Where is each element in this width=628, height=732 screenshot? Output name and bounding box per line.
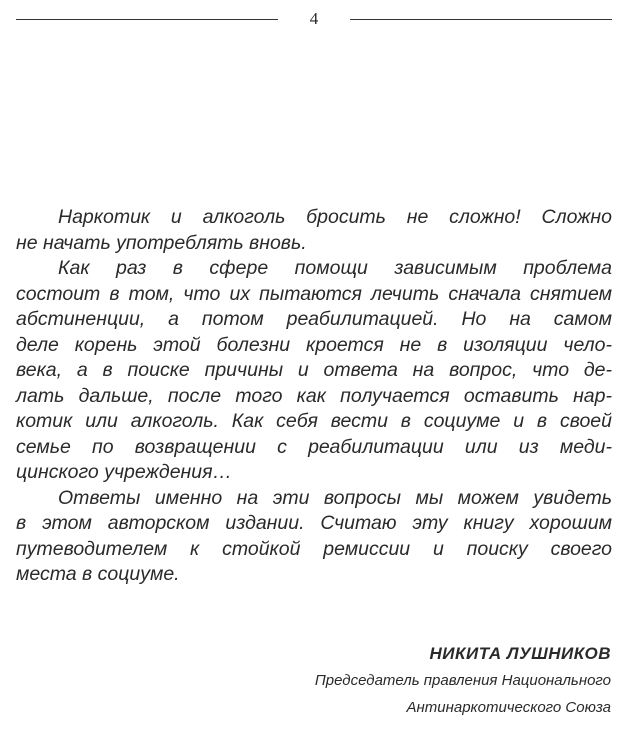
text-line: в этом авторском издании. Считаю эту книгу хорошим	[16, 512, 612, 534]
page-header	[16, 8, 612, 32]
page-number: 4	[309, 9, 319, 28]
text-line: лать дальше, после того как получается оставить нар-	[16, 384, 612, 407]
header-rule-left	[16, 19, 278, 20]
text-line: Как раз в сфере помощи зависимым проблема	[58, 257, 612, 279]
text-line: цинского учреждения…	[16, 461, 233, 483]
author-name: НИКИТА ЛУШНИКОВ	[429, 644, 611, 663]
text-line: абстиненции, а потом реабилитацией. Но на самом	[16, 308, 612, 330]
author-role-line: Председатель правления Национального	[314, 672, 611, 689]
text-line: Ответы именно на эти вопросы мы можем увидеть	[58, 486, 612, 509]
text-line: состоит в том, что их пытаются лечить сначала снятием	[16, 282, 612, 305]
text-line: не начать употреблять вновь.	[16, 231, 307, 254]
header-rule-right	[350, 19, 612, 20]
signature-block	[211, 641, 611, 721]
text-line: Наркотик и алкоголь бросить не сложно! Сложно	[58, 206, 612, 228]
text-line: путеводителем к стойкой ремиссии и поиску своего	[16, 537, 612, 560]
text-line: котик или алкоголь. Как себя вести в социуме и в своей	[16, 410, 612, 432]
author-role-line: Антинаркотического Союза	[406, 699, 611, 716]
body-text	[16, 205, 612, 588]
text-line: деле корень этой болезни кроется не в изоляции чело-	[16, 333, 612, 356]
text-line: места в социуме.	[16, 563, 180, 585]
text-line: семье по возвращении с реабилитации или из меди-	[16, 435, 612, 458]
text-line: века, а в поиске причины и ответа на вопрос, что де-	[16, 359, 612, 381]
